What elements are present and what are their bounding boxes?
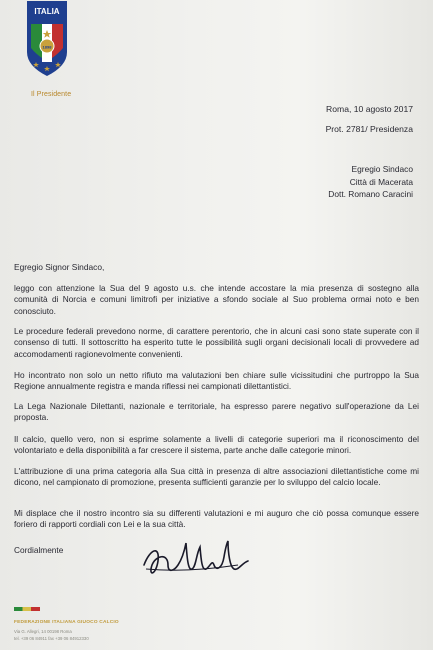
- handwritten-signature: [138, 535, 268, 585]
- president-title: Il Presidente: [31, 91, 72, 98]
- paragraph-text: La Lega Nazionale Dilettanti, nazionale e territoriale, ha espresso parere negativo sull'operazione da Lei proposta.: [14, 401, 419, 423]
- paragraph-text: Mi displace che il nostro incontro sia su differenti valutazioni e mi auguro che ciò possa comunque essere foriero di rapporti cordiali con Lei e la sua città.: [14, 508, 419, 530]
- salutation: Egregio Signor Sindaco,: [14, 262, 105, 272]
- crest-year: 1898: [42, 44, 52, 50]
- body-paragraph: [14, 401, 419, 424]
- recipient-address: [328, 163, 413, 201]
- body-paragraph: [14, 508, 419, 531]
- recipient-line: Dott. Romano Caracini: [328, 189, 413, 199]
- closing: Cordialmente: [14, 545, 64, 555]
- footer-phone: tel. +39 06 84911 fax +39 06 84912330: [14, 636, 89, 641]
- recipient-line: Città di Macerata: [349, 176, 413, 187]
- body-paragraph: [14, 466, 419, 489]
- figc-crest-logo: [22, 0, 72, 78]
- body-paragraph: [14, 283, 419, 317]
- paragraph-text: Il calcio, quello vero, non si esprime solamente a livelli di categorie superiori ma il riconoscimento del volontariato e della disponibilità a far crescere il sistema, parte anche dalle categorie minori.: [14, 434, 419, 456]
- paragraph-text: L'attribuzione di una prima categoria alla Sua città in presenza di altre associazioni dilettantistiche come mi dicono, nel campionato di promozione, presenta sufficienti garanzie per lo sviluppo del calcio locale.: [14, 466, 419, 488]
- footer-organization: FEDERAZIONE ITALIANA GIUOCO CALCIO: [14, 620, 119, 625]
- footer-address: Via G. Allegri, 14 00198 Roma: [14, 629, 72, 634]
- protocol-number: Prot. 2781/ Presidenza: [325, 124, 413, 134]
- crest-title: ITALIA: [34, 7, 60, 16]
- tricolor-bar: [14, 607, 40, 611]
- paragraph-text: Le procedure federali prevedono norme, di carattere perentorio, che in alcuni casi sono state superate con il consenso di tutti. Il sottoscritto ha esperito tutte le possibilità sugli organi decisionali locali di provvedere ad accomodamenti ragionevolmente convenienti.: [14, 326, 419, 359]
- paragraph-text: Ho incontrato non solo un netto rifiuto ma valutazioni ben chiare sulle vicissitudini che purtroppo la Sua Regione annualmente registra e manda riflessi nei campionati dilettantistici.: [14, 370, 419, 392]
- recipient-line: Egregio Sindaco: [351, 164, 413, 174]
- body-paragraph: [14, 326, 419, 360]
- body-paragraph: [14, 434, 419, 457]
- body-paragraph: [14, 370, 419, 393]
- paragraph-text: leggo con attenzione la Sua del 9 agosto u.s. che intende accostare la mia presenza di sostegno alla comunità di Norcia e comuni limitrofi per iniziative a sfondo sociale al Suo problema ormai noto e ben conosciuto.: [14, 283, 419, 316]
- letter-date: Roma, 10 agosto 2017: [326, 104, 413, 114]
